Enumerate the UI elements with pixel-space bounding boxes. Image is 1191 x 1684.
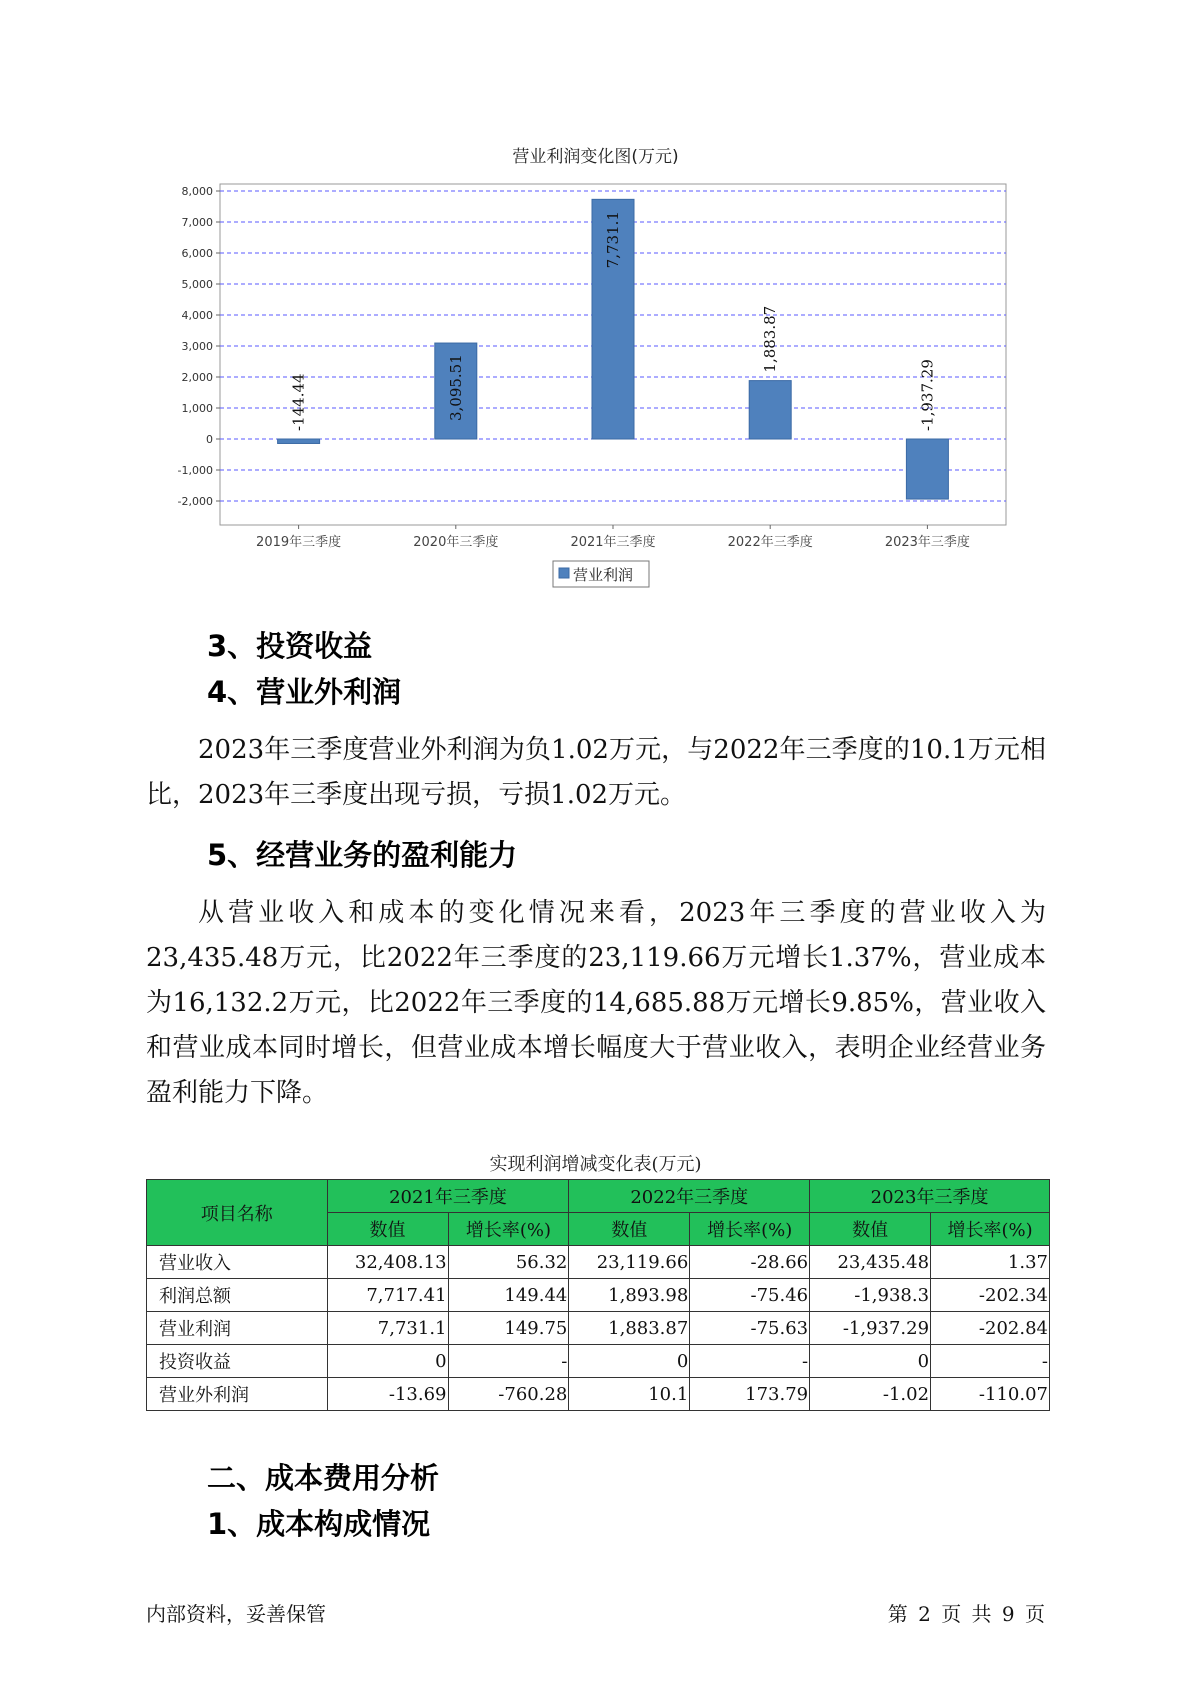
header-item-name: 项目名称	[147, 1180, 328, 1246]
subheader-growth: 增长率(%)	[448, 1213, 569, 1246]
table-cell: 0	[327, 1345, 448, 1378]
data-label: -1,937.29	[918, 359, 937, 431]
y-tick-label: 3,000	[181, 340, 213, 353]
subheader-growth: 增长率(%)	[690, 1213, 810, 1246]
row-name: 投资收益	[147, 1345, 328, 1378]
y-tick-label: 0	[206, 433, 213, 446]
table-cell: 23,119.66	[569, 1246, 690, 1279]
chart-title: 营业利润变化图(万元)	[512, 147, 679, 167]
table-cell: 23,435.48	[810, 1246, 931, 1279]
header-year-2023: 2023年三季度	[810, 1180, 1050, 1213]
section-4-title: 4、营业外利润	[207, 675, 402, 709]
subheader-value: 数值	[569, 1213, 690, 1246]
table-row	[147, 1246, 1050, 1279]
table-cell: -28.66	[690, 1246, 810, 1279]
y-tick-label: 8,000	[181, 185, 213, 198]
header-year-2021: 2021年三季度	[327, 1180, 569, 1213]
table-cell: 0	[810, 1345, 931, 1378]
table-cell: -75.63	[690, 1312, 810, 1345]
table-cell: 10.1	[569, 1378, 690, 1411]
y-tick-label: -1,000	[177, 464, 213, 477]
table-cell: -	[931, 1345, 1050, 1378]
table-row	[147, 1279, 1050, 1312]
subheader-growth: 增长率(%)	[931, 1213, 1050, 1246]
table-cell: 1,893.98	[569, 1279, 690, 1312]
table-row	[147, 1378, 1050, 1411]
legend-label: 营业利润	[573, 566, 634, 584]
bar-2023年三季度	[906, 439, 948, 499]
row-name: 营业利润	[147, 1312, 328, 1345]
y-tick-label: 4,000	[181, 309, 213, 322]
x-tick-label: 2022年三季度	[727, 535, 813, 550]
section-5-title: 5、经营业务的盈利能力	[207, 838, 518, 872]
row-name: 营业收入	[147, 1246, 328, 1279]
table-cell: 7,731.1	[327, 1312, 448, 1345]
table-cell: -1.02	[810, 1378, 931, 1411]
table-cell: -	[690, 1345, 810, 1378]
table-cell: -760.28	[448, 1378, 569, 1411]
y-tick-label: 6,000	[181, 247, 213, 260]
section-5-text: 从营业收入和成本的变化情况来看，2023年三季度的营业收入为23,435.48万元，比2022年三季度的23,119.66万元增长1.37%，营业成本为16,132.2万元，比2022年三季度的14,685.88万元增长9.85%，营业收入和营业成本同时增长，但营业成本增长幅度大于营业收入，表明企业经营业务盈利能力下降。	[146, 898, 1046, 1108]
subheader-value: 数值	[810, 1213, 931, 1246]
operating-profit-chart	[0, 0, 1191, 600]
row-name: 营业外利润	[147, 1378, 328, 1411]
x-tick-label: 2020年三季度	[413, 535, 499, 550]
table-cell: 7,717.41	[327, 1279, 448, 1312]
table-cell: -13.69	[327, 1378, 448, 1411]
table-cell: -1,938.3	[810, 1279, 931, 1312]
table-row	[147, 1312, 1050, 1345]
y-tick-label: 7,000	[181, 216, 213, 229]
header-year-2022: 2022年三季度	[569, 1180, 810, 1213]
table-cell: -	[448, 1345, 569, 1378]
table-cell: 1,883.87	[569, 1312, 690, 1345]
y-tick-label: -2,000	[177, 495, 213, 508]
data-label: 7,731.1	[604, 211, 622, 269]
bar-2019年三季度	[278, 439, 320, 443]
footer-page-number: 第 2 页 共 9 页	[887, 1602, 1045, 1626]
table-cell: -202.34	[931, 1279, 1050, 1312]
x-tick-label: 2019年三季度	[256, 535, 342, 550]
section-two-title: 二、成本费用分析	[207, 1461, 440, 1495]
table-cell: -202.84	[931, 1312, 1050, 1345]
y-tick-label: 5,000	[181, 278, 213, 291]
table-cell: 149.44	[448, 1279, 569, 1312]
table-row	[147, 1345, 1050, 1378]
table-cell: 1.37	[931, 1246, 1050, 1279]
table-cell: 32,408.13	[327, 1246, 448, 1279]
table-cell: 0	[569, 1345, 690, 1378]
data-label: -144.44	[289, 373, 308, 431]
data-label: 1,883.87	[761, 305, 780, 373]
table-cell: -110.07	[931, 1378, 1050, 1411]
footer-confidential: 内部资料，妥善保管	[146, 1602, 326, 1626]
y-tick-label: 1,000	[181, 402, 213, 415]
section-4-text: 2023年三季度营业外利润为负1.02万元，与2022年三季度的10.1万元相比，2023年三季度出现亏损，亏损1.02万元。	[146, 735, 1046, 810]
legend-swatch	[559, 568, 569, 578]
y-tick-label: 2,000	[181, 371, 213, 384]
table-cell: -1,937.29	[810, 1312, 931, 1345]
table-cell: -75.46	[690, 1279, 810, 1312]
table-cell: 56.32	[448, 1246, 569, 1279]
table-caption: 实现利润增减变化表(万元)	[489, 1154, 702, 1175]
section-two-1-title: 1、成本构成情况	[207, 1507, 431, 1541]
table-cell: 173.79	[690, 1378, 810, 1411]
section-3-title: 3、投资收益	[207, 629, 373, 663]
bar-2022年三季度	[749, 381, 791, 439]
table-cell: 149.75	[448, 1312, 569, 1345]
x-tick-label: 2023年三季度	[884, 535, 970, 550]
data-label: 3,095.51	[446, 354, 465, 422]
subheader-value: 数值	[327, 1213, 448, 1246]
x-tick-label: 2021年三季度	[570, 535, 656, 550]
row-name: 利润总额	[147, 1279, 328, 1312]
profit-change-table	[146, 1179, 1050, 1411]
